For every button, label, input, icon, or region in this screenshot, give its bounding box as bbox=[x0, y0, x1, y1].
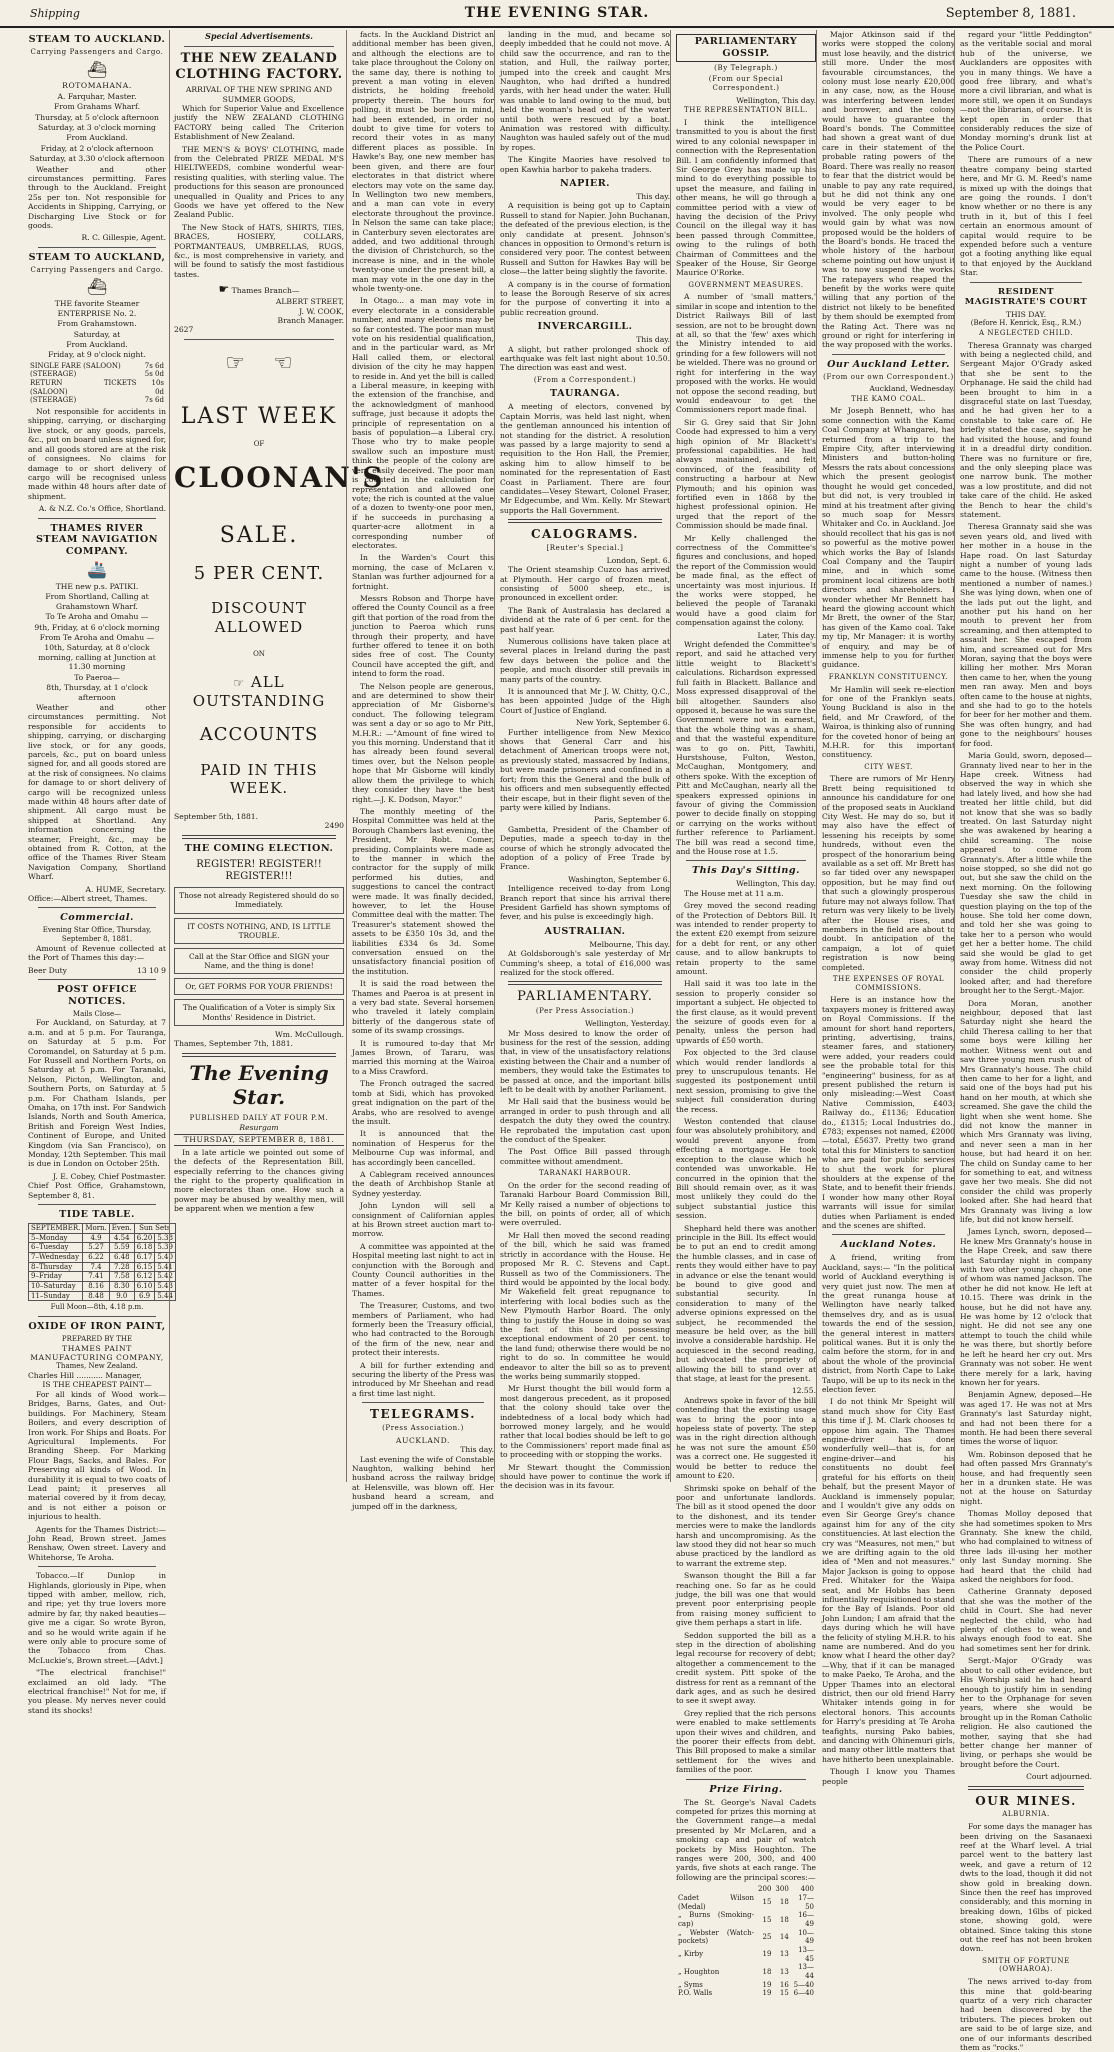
divider bbox=[832, 1234, 945, 1235]
paragraph: I do not think Mr Speight will stand much show for City East this time if J. M. Clark chooses to oppose him again. The Thames engine-driver has done wonderfully well—that is, for an engine-driver—and his constituents no doubt feel grateful for his efforts on their behalf, but the present Mayor of Auckland is immensely popular, and I wouldn't give any odds on even Sir George Grey's chance against him for any of the city constituencies. At last election the cry was "Measures, not men," but we are drifting again to the old idea of "Men and not measures." Major Jackson is going to oppose Fred. Whitaker for the Waipa seat, and Mr Hobbs has been influentially requisitioned to stand for the Bay of Islands. Poor old John Lundon; I am afraid that the days during which he will have the felicity of styling M.H.R. to his name are numbered. And do you know what I heard the other day? —Why, that if it can be managed to make Paeko, Te Aroha, and the Upper Thames into an electoral district, then our old friend Harry Whitaker intends going in for electoral honors. This accounts for Harry's presiding at Te Aroha teafights, nursing Pako babies, and dancing with Ohinemuri girls, and many other little matters that have hitherto been unexplainable. bbox=[822, 1397, 955, 1764]
paragraph: A slight, but rather prolonged shock of earthquake was felt last night about 10.50. The direction was east and west. bbox=[500, 344, 670, 373]
paragraph: Sergt.-Major O'Grady was about to call other evidence, but His Worship said he had heard enough to justify him in sending her to the Orphanage for seven years, where she would be brought up in the Roman Catholic religion. He also cautioned the mother, saying that she had better change her manner of living, or perhaps she would be brought before the Court. bbox=[960, 1656, 1092, 1769]
dateline: This day. bbox=[460, 1445, 494, 1455]
divider bbox=[38, 1566, 156, 1567]
paragraph: Andrews spoke in favor of the bill contending that the existing usage was to bring the poor into a hopeless state of poverty. The step was in the right direction although he was not sure the amount £50 was a correct one. He suggested it would be better to reduce the amount to £20. bbox=[676, 1395, 816, 1481]
paragraph: For all kinds of Wood work—Bridges, Barns, Gates, and Out-buildings. For Machinery, Steam Boilers, and every description of Iron work. For Ships and Boats. For Agricultural Implements. For Branding Sheep. For Marking Flour Bags, Sacks, and Bales. For Preserving all kinds of Wood. In durability it is equal to two coats of Lead paint; it preserves all material covered by it from decay, and is not either a poison or injurious to health. bbox=[28, 1389, 167, 1522]
section-subtitle: THIS DAY. bbox=[1005, 309, 1046, 319]
notice-box: IT COSTS NOTHING, AND, IS LITTLE TROUBLE. bbox=[174, 918, 344, 944]
section-subtitle: (From our Special Correspondent.) bbox=[708, 75, 784, 93]
ad-title: THE NEW ZEALAND CLOTHING FACTORY. bbox=[175, 50, 343, 83]
table-row: „ Webster (Watch-pockets) 25 14 10—49 bbox=[678, 1928, 814, 1946]
section-subtitle: (Before H. Kenrick, Esq., R.M.) bbox=[970, 319, 1082, 328]
table-row: „ Houghton 18 13 13—44 bbox=[678, 1963, 814, 1980]
sub-heading: SMITH OF FORTUNE (OWHAROA). bbox=[982, 1956, 1070, 1974]
ad-subtitle: Carrying Passengers and Cargo. bbox=[30, 47, 164, 56]
section-title: Commercial. bbox=[60, 912, 134, 924]
divider bbox=[508, 981, 662, 985]
ad-note: Weather and other circumstances permitting. Not responsible for accidents to shipping, carrying, or discharging live stock, or for any goods, parcels, &c., put on board unless signed for, and all goods stored are at the risk of consignees. No claims for damage to or short delivery of cargo will be recognized unless made within 48 hours after date of shipment. All cargo must be shipped at Shortland. Any information concerning the steamer, Freight, &c., may be obtained from R. Cotton, at the office of the Thames River Steam Navigation Company, Shortland Wharf. bbox=[28, 702, 166, 882]
paragraph: The New Stock of HATS, SHIRTS, TIES, BRACES, HOSIERY, COLLARS, PORTMANTEAUS, UMBRELLAS, RUGS, &c., is most comprehensive in variety, and will be found to satisfy the most fastidious tastes. bbox=[174, 222, 344, 279]
paragraph: A company is in the course of formation to lease the Borough Reserve of six acres for the purpose of converting it into a public recreation ground. bbox=[500, 279, 670, 317]
fare-row: (STEERAGE) 5s 0d bbox=[30, 370, 164, 379]
sailing-time: Saturday, at 3 o'clock morning bbox=[38, 123, 156, 133]
section-title: OUR MINES. bbox=[975, 1793, 1077, 1808]
paragraph: The Orient steamship Cuzco has arrived at Plymouth. Her cargo of frozen meat, consisting of 5000 sheep, etc., is pronounced in excellent order. bbox=[500, 565, 670, 603]
paragraph: "The electrical franchise!" exclaimed an old lady. "The electrical franchise!" Not for me, if you please. My nerves never could stand its shocks! bbox=[28, 1668, 166, 1715]
sale-date: September 5th, 1881. bbox=[174, 811, 259, 821]
route-heading: From Shortland, Calling at Grahamstown Wharf. bbox=[45, 592, 149, 611]
ship-name: ROTOMAHANA. bbox=[62, 81, 132, 91]
divider bbox=[686, 1779, 806, 1780]
paragraph: A number of 'small matters,' similar in scope and intention to the District Railways Bill of last session, are not to be brought down at all, so that the 'few' axes which the Ministry intended to aid grinding for a few followers will not be wielded. There was no ground or right for interfering in the way proposed with the works. He would not oppose the second reading, but would endeavour to get the Commissioners report made final. bbox=[676, 292, 816, 415]
paragraph: Hall said it was too late in the session to properly consider so important a subject. He objected to the first clause, as it would prevent the seizure of goods even for a penalty, unless the person had upwards of £50 worth. bbox=[676, 979, 816, 1045]
paragraph: Major Atkinson said if the works were stopped the colony must lose heavily, and the district still more. Under the most favourable circumstances, the colony must lose nearly £20,000 in any case, now, as the House was interfering between lender and borrower, and the colony would have to guarantee the Board's bonds. The Committee had shown a great want of due care in their statement of the probable rating powers of the Board. There was really no reason to fear that the district would be unable to pay any rate required, but he did not think any one would be very eager to be involved. The only people who would gain by what was now proposed would be the holders of the Board's bonds. He traced the whole history of the harbour scheme pointing out how unjust it was to now suspend the works. The ratepayers who reaped the benefit by the works were quite willing that any portion of the district not likely to be benefited by them should be exempted from the Rating Act. There was no ground or right for interfering in the way proposed with the works. bbox=[822, 30, 955, 350]
divider bbox=[362, 1402, 484, 1403]
paragraph: The Bank of Australasia has declared a dividend at the rate of 6 per cent. for the past half year. bbox=[500, 605, 670, 634]
paragraph: It is said the road between the Thames and Paeroa is at present in a very bad state. Several horsemen who traveled it lately complain bitterly of the dangerous state of some of its swamp crossings. bbox=[352, 979, 494, 1036]
issue-date: THURSDAY, SEPTEMBER 8, 1881. bbox=[174, 1134, 344, 1145]
masthead-section: Shipping bbox=[30, 7, 80, 20]
divider bbox=[182, 835, 336, 839]
divider bbox=[970, 282, 1082, 283]
section-title: NAPIER. bbox=[559, 178, 611, 190]
sale-word: SALE. bbox=[219, 522, 299, 548]
ad-number: 2627 bbox=[174, 325, 194, 335]
paragraph: The Treasurer, Customs, and two members of Parliament, who had formerly been the Treasury official, who had contracted to the Borough of the firm of the new, near and protect their interests. bbox=[352, 1301, 494, 1358]
pointing-hand-icon: ☞ ☜ bbox=[225, 350, 293, 376]
section-subtitle: (Press Association.) bbox=[382, 1424, 464, 1433]
paragraph: There are rumors of Mr Henry Brett being requisitioned to announce his candidature for one of the proposed seats in Auckland City West. He may do so, but it may also have the effect of lessening his receipts by some hundreds, without even the prospect of the honorarium being available as a set off. Mr Brett has so far tided over any newspaper opposition, but he may find out that such a glowingly prosperous future may not always follow. That return was very likely to be lively after the House rises, and members in the field are about to doubt. In anticipation of the campaign, a lot of quiet registration is now being completed. bbox=[822, 774, 955, 972]
sailing-time: 8th, Thursday, at 1 o'clock afternoon bbox=[46, 683, 148, 702]
section-title: AUSTRALIAN. bbox=[544, 925, 626, 937]
table-header: SEPTEMBER. Morn. Even. Sun Sets bbox=[29, 1223, 176, 1233]
dateline: Thames, September 7th, 1881. bbox=[174, 1039, 293, 1049]
ad-title: THE COMING ELECTION. bbox=[184, 842, 334, 854]
sub-heading: A NEGLECTED CHILD. bbox=[978, 328, 1074, 337]
section-subtitle: Mails Close— bbox=[72, 1009, 122, 1018]
tide-note: Full Moon—8th, 4.18 p.m. bbox=[50, 1303, 144, 1312]
dateline: New York, September 6. bbox=[576, 718, 670, 728]
section-subtitle: (From a Correspondent.) bbox=[533, 375, 637, 384]
divider bbox=[38, 1316, 156, 1317]
sale-of: OF bbox=[253, 440, 265, 449]
fare-row: RETURN TICKETS (SALOON) 10s 0d bbox=[30, 379, 164, 396]
table-row: Cadet Wilson (Medal) 15 18 17—50 bbox=[678, 1893, 814, 1911]
paragraph: Theresa Grannaty said she was seven years old, and lived with her mother in a house in the Hape road. On last Saturday night a number of young lads came to the house. (Witness then mentioned a number of names.) She was lying down, when one of the lads put out the light, and another put his hand on her mouth to prevent her from screaming, and then attempted to assault her. She escaped from him, and screamed out for Mrs Moran, saying that the boys were killing her mother. Mrs Moran then came to her, when the young men ran away. Men and boys often came to the house at nights, and she had to go to the hotels for beer for her mother and them. She was often hungry, and had gone to the neighbours' houses for food. bbox=[960, 522, 1092, 748]
sale-on: ON bbox=[253, 650, 265, 659]
paragraph: The House met at 11 a.m. bbox=[684, 888, 784, 898]
paragraph: A requisition is being got up to Captain Russell to stand for Napier. John Buchanan, the defeated of the previous election, is the only candidate at present. Johnson's chances in opposition to Ormond's return is considered very poor. The contest between Russell and Sutton for Hawkes Bay will be close—the latter being slightly the favorite. bbox=[500, 201, 670, 277]
paddle-steamer-icon: 🚢 bbox=[87, 560, 107, 580]
register-line: REGISTER! REGISTER!! REGISTER!!! bbox=[196, 858, 322, 882]
route-heading: From Auckland. bbox=[66, 339, 128, 349]
paragraph: Last evening the wife of Constable Naughton, walking behind her husband across the railway bridge at Helensville, was blown off. Her husband heard a scream, and jumped off in the darkness, bbox=[352, 1454, 494, 1511]
table-row: 5–Monday 4.9 4.54 6.20 5.38 bbox=[29, 1233, 176, 1243]
masthead-date: September 8, 1881. bbox=[945, 6, 1076, 21]
table-header: 200 300 400 bbox=[758, 1885, 814, 1894]
column-local-news bbox=[346, 30, 494, 1511]
paragraph: Benjamin Agnew, deposed—He was aged 17. He was not at Mrs Grannaty's last Saturday night, and had not been there for a month. He had been there several times the worse of liquor. bbox=[960, 1390, 1092, 1447]
paragraph: THE MEN'S & BOYS' CLOTHING, made from the Celebrated PRIZE MEDAL M'S HIELTWEEDS, combine wonderful wear-resisting qualities, with sterling value. The productions for this season are pronounced unequalled in Quality and Prices to any Goods we have yet offered to the New Zealand Public. bbox=[174, 144, 344, 220]
sailing-time: Saturday, at 3.30 o'clock afternoon bbox=[29, 154, 165, 164]
paragraph: Grey moved the second reading of the Protection of Debtors Bill. It was intended to render property to the extent £20 exempt from seizure for a debt for rent, or any other cause, and to allow bankrupts to retain property to the same amount. bbox=[676, 901, 816, 976]
ship-master: A. Farquhar, Master. bbox=[57, 91, 137, 101]
paragraph: John Lyndon will sell a consignment of Californian apples at his Brown street auction mart to-morrow. bbox=[352, 1201, 494, 1239]
paragraph: The Kingite Maories have resolved to open Kawhia harbor to pakeha traders. bbox=[500, 155, 670, 174]
column-shipping bbox=[28, 30, 173, 1715]
section-title: PARLIAMENTARY GOSSIP. bbox=[676, 34, 816, 62]
section-title: RESIDENT MAGISTRATE'S COURT bbox=[964, 286, 1088, 308]
paragraph: I think the intelligence transmitted to you is about the first wired to any colonial newspaper in connection with the Representation Bill. I am confidently informed that Sir George Grey has made up his mind to do everything possible to upset the measure, and failing in other means, he will go through a committee period with a view of having the decision of the Privy Council on the illegal way it has been passed through Committee, owing to the rulings of both Chairman of Committees and the Speaker of the House, Sir George Maurice O'Rorke. bbox=[676, 117, 816, 278]
section-title: Prize Firing. bbox=[709, 1783, 783, 1795]
paragraph: The St. George's Naval Cadets competed for prizes this morning at the Government range—a medal presented by Mr McLaren, and a smoking cap and pair of watch pockets by Miss Houghton. The ranges were 200, 300, and 400 yards, five shots at each range. The following are the principal scores:— bbox=[676, 1797, 816, 1882]
paragraph: Mr Hamlin will seek re-election for one of the Franklyn seats. Young Buckland is also in the field, and Mr Crawford, of the Wairoa, is thinking also of running for the coveted honor of being an M.H.R. for this important constituency. bbox=[822, 684, 955, 760]
dateline: Melbourne, This day. bbox=[589, 939, 670, 949]
paragraph: Mr Kelly challenged the correctness of the Committee's figures and conclusions, and hoped the report of the Commission would be made final, as the effect of uncertainty was most injurious. If the works were stopped, he believed the people of Taranaki would have a good claim for compensation against the colony. bbox=[676, 533, 816, 628]
table-row: 10–Saturday 8.16 8.30 6.10 5.43 bbox=[29, 1282, 176, 1292]
sale-name: CLOONAN'S bbox=[174, 460, 385, 494]
table-row: P.O. Walls 19 15 6—40 bbox=[678, 1989, 814, 1998]
route-heading: From Grahamstown. bbox=[57, 319, 137, 329]
paragraph: Grey replied that the rich persons were enabled to make settlements upon their wives and children, and the poorer their effects from debt. This Bill proposed to make a similar settlement for the wives and families of the poor. bbox=[676, 1708, 816, 1775]
paragraph: In a late article we pointed out some of the defects of the Representation Bill, especially referring to the chances giving the right to the property qualification in more electorates than one. How such a power may be abused by wealthy men, will be apparent when we mention a few bbox=[174, 1147, 344, 1214]
paragraph: Though I know you Thames people bbox=[822, 1767, 955, 1786]
court-adjourned: Court adjourned. bbox=[1026, 1772, 1092, 1782]
dateline: Auckland, Wednesday. bbox=[869, 384, 955, 394]
column-parliamentary-gossip bbox=[670, 30, 816, 1998]
ad-agent: R. C. Gillespie, Agent. bbox=[81, 233, 166, 243]
dateline: Wellington, This day. bbox=[736, 879, 816, 889]
table-row: „ Kirby 19 13 13—45 bbox=[678, 1945, 814, 1963]
route-heading: From Grahams Wharf. bbox=[53, 102, 141, 112]
nameplate-sub: PUBLISHED DAILY AT FOUR P.M. bbox=[189, 1114, 329, 1123]
sailing-time: Friday, at 2 o'clock afternoon bbox=[40, 143, 154, 153]
section-title: CALOGRAMS. bbox=[531, 527, 639, 542]
section-subtitle: (By Telegraph.) bbox=[714, 63, 778, 72]
sale-accounts: ACCOUNTS bbox=[199, 724, 319, 746]
paragraph: Mr Joseph Bennett, who has some connection with the Kamo Coal Company at Whangarei, has returned from a trip to the Empire City, after interviewing Ministers and button-holing Messrs the rats about concessions which the present geologist thought he would get conceded, but did not, is very troubled in mind at his treatment after giving so much soap for Messrs Whitaker and Co. in Auckland. Joe should recollect that his gas is not so powerful as the motive power which works the Bay of Islands Coal Company and the Taupiri mine, and in which some prominent local citizens are both directors and shareholders. I wonder whether Mr Bennett has heard the glowing account which Mr Brett, the owner of the Star, has given of the Kamo coal. Take my tip, Mr Manager: it is worthy of enquiry, and may be of immense help to you for further guidance. bbox=[822, 406, 955, 670]
ad-title: THAMES RIVER STEAM NAVIGATION COMPANY. bbox=[35, 522, 159, 558]
company-name: THAMES PAINT MANUFACTURING COMPANY, bbox=[30, 1343, 164, 1362]
paragraph: A Cablegram received announces the death of Archbishop Stanle at Sydney yesterday. bbox=[352, 1169, 494, 1198]
paragraph: Agents for the Thames District:— John Read, Brown street. James Renshaw, Owen street. Lavery and Whitehorse, Te Aroha. bbox=[28, 1524, 166, 1562]
paragraph: regard your "little Peddington" as the veritable social and moral hub of the universe, we Aucklanders are opposites with you in many things. We have a good free library, and what's more a civil librarian, and what is more still, we open it on Sundays—not the librarian, of course. It is kept open in order that considerably reduces the size of Monday morning's drunk list at the Police Court. bbox=[960, 30, 1092, 152]
section-title: Auckland Notes. bbox=[840, 1239, 937, 1251]
paragraph: The monthly meeting of the Hospital Committee was held at the Borough Chambers last evening, the President, Mr Robt. Comer, presiding. Complaints were made as to the manner in which the contractor for the supply of milk performed his duties, and suggestions to cancel the contract were made. It was finally decided, however, to let the House Committee deal with the matter. The Treasurer's statement showed the assets to be £350 10s 3d, and the liabilities £334 6s 3d. Some conversation ensued on the unsatisfactory financial position of the institution. bbox=[352, 806, 494, 976]
ad-headline: ARRIVAL OF THE NEW SPRING AND SUMMER GOODS, bbox=[185, 85, 333, 104]
divider bbox=[182, 1053, 336, 1057]
section-subtitle: (From our own Correspondent.) bbox=[823, 372, 954, 381]
paragraph: In Otago... a man may vote in every electorate in a considerable number, and many elections may be so far contested. The poor man must vote on his residential qualification, and in the particular ward, as Mr Hall called them, or electoral division of the city he may happen to reside in. And yet the bill is called a Liberal measure, in keeping with the extension of the franchise, and the acknowledgment of manhood suffrage, just because it adopts the principle of representation on a basis of population—a Liberal cry. Those who try to make people swallow such an imposture must think the people of the colony are very easily deceived. The poor man is counted in the calculation for representation and allowed one vote; the rich is counted at the value of a dozen to twenty-one poor men, if he succeeds in purchasing a quarter-acre allotment in a corresponding number of electorates. bbox=[352, 296, 494, 550]
column-court-mines bbox=[954, 30, 1092, 2052]
ad-title: OXIDE OF IRON PAINT, bbox=[28, 1321, 166, 1333]
table-row: „ Burns (Smoking-cap) 15 18 16—49 bbox=[678, 1911, 814, 1928]
sailing-time: 9th, Friday, at 6 o'clock morning bbox=[34, 622, 160, 632]
signature: J. E. Cobey, Chief Postmaster. bbox=[52, 1171, 166, 1181]
signature: Wm. McCullough. bbox=[274, 1029, 344, 1039]
ad-note: Weather and other circumstances permitting. Fares through to the Auckland. Freight 25s per ton. Not responsible for Accidents in Shipping, Carrying, or Discharging Live Stock or for goods. bbox=[28, 164, 166, 231]
section-title: INVERCARGILL. bbox=[537, 321, 633, 333]
paragraph: Tobacco.—If Dunlop in Highlands, gloriously in Pipe, when tipped with amber, mellow, rich, and ripe; yet thy true lovers more admire by far, thy naked beauties—give me a cigar. So wrote Byron, and so he would write again if he were only able to procure some of the Tobacco from Chas. McLuckie's, Brown street.—[Advt.] bbox=[28, 1571, 166, 1665]
section-title: TAURANGA. bbox=[549, 388, 621, 400]
branch-manager-title: Branch Manager. bbox=[277, 315, 344, 325]
column-advertisements bbox=[169, 30, 385, 1482]
tide-table bbox=[28, 1223, 176, 1301]
steamship-icon: ⛴ bbox=[86, 277, 108, 297]
paragraph: Thomas Molloy deposed that she had sometimes spoken to Mrs Grannaty. She knew the child, who had complained to witness of three lads ill-using her mother only last Sunday morning. She had heard that the child had asked the neighbors for food. bbox=[960, 1509, 1092, 1585]
paragraph: Swanson thought the Bill a far reaching one. So far as he could judge, the bill was one that would prevent poor enterprising people from raising money sufficient to give them perhaps a start in life. bbox=[676, 1571, 816, 1628]
sale-discount: DISCOUNT ALLOWED bbox=[211, 599, 307, 636]
sub-heading: FRANKLYN CONSTITUENCY. bbox=[828, 672, 949, 681]
paragraph: Mr Hall said that the business would be arranged in order to push through and all despatch the duty they owed the country. He reprobated the imputation cast upon the conduct of the Speaker. bbox=[500, 1097, 670, 1144]
paragraph: Sir G. Grey said that Sir John Coode had expressed to him a very high opinion of Mr Blackett's professional capabilities. He had always maintained, and felt convinced, of the feasibility of constructing a harbour at New Plymouth; and his opinion was fortified even in 1868 by the highest professional opinion. He urged that the report of the Commission should be made final. bbox=[676, 417, 816, 531]
dateline: Washington, September 6. bbox=[568, 874, 670, 884]
dateline: Wellington, This day. bbox=[736, 95, 816, 105]
paragraph: facts. In the Auckland District an additional member has been given, and although the elections are to take place throughout the Colony on the same day, there is nothing to prevent a man voting in eleven districts, he holding freehold property therein. The hours for polling, it must be borne in mind, had been extended, in order no doubt to give time for voters to record their votes in as many different places as possible. In Hawke's Bay, one new member has been given, and there are four electorates in that district where electors may vote on the same day. In Wellington two new members, and a man can vote in every electorate throughout the province. In Nelson the same can take place; in Canterbury seven electorates are added, and two additional through the division of Christchurch, so the increase is nine, and in the whole twenty-one under the present bill, a man may vote in the one day in the whole twenty-one. bbox=[352, 30, 494, 293]
route-heading: From Auckland. bbox=[66, 133, 128, 143]
paragraph: Numerous collisions have taken place at several places in Ireland during the past few days between the police and the people, and much disorder still prevails in many parts of the country. bbox=[500, 637, 670, 684]
divider bbox=[38, 1204, 156, 1205]
section-subtitle: (Per Press Association.) bbox=[535, 1007, 635, 1016]
company-manager: Charles Hill ........... Manager, bbox=[28, 1371, 142, 1381]
paragraph: Gambetta, President of the Chamber of Deputies, made a speech to-day in the course of which he strongly advocated the adoption of a policy of Free Trade by France. bbox=[500, 824, 670, 872]
nameplate-motto: Resurgam bbox=[239, 1122, 279, 1132]
prize-table bbox=[676, 1885, 816, 1998]
paragraph: Mr Moss desired to know the order of business for the rest of the session, adding that, in view of the unsatisfactory relations existing between the Chair and a number of members, they would take the Estimates to be passed at once, and the important bills left to be dealt with by another Parliament. bbox=[500, 1028, 670, 1094]
sub-heading: GOVERNMENT MEASURES. bbox=[688, 280, 804, 289]
divider bbox=[38, 979, 156, 980]
sailing-time: Saturday, at bbox=[73, 329, 121, 339]
dateline: AUCKLAND. bbox=[395, 1435, 451, 1445]
dateline: Later, This day. bbox=[757, 630, 816, 640]
ship-name: THE favorite Steamer ENTERPRISE No. 2. bbox=[54, 299, 140, 318]
ad-office: Office:—Albert street, Thames. bbox=[28, 894, 148, 904]
notice-box: Or, GET FORMS FOR YOUR FRIENDS! bbox=[174, 978, 344, 995]
sale-paid: PAID IN THIS WEEK. bbox=[200, 760, 318, 798]
sailing-time: Friday, at 9 o'clock night. bbox=[48, 350, 146, 360]
divider bbox=[968, 1786, 1084, 1790]
section-header: Special Advertisements. bbox=[205, 31, 313, 41]
paragraph: Further intelligence from New Mexico shows that General Carr and his detachment of American troops were not, as previously stated, massacred by Indians, but were made prisoners and confined in a fort; from this the General and the bulk of his officers and men subsequently effected their escape, but in their flight seven of the party were killed by Indians. bbox=[500, 727, 670, 812]
pointing-hand-icon: ☞ bbox=[233, 676, 246, 691]
ad-claim: IS THE CHEAPEST PAINT— bbox=[42, 1380, 152, 1390]
ad-title: STEAM TO AUCKLAND. bbox=[28, 34, 166, 45]
dateline: Chief Post Office, Grahamstown, September 8, 81. bbox=[28, 1181, 166, 1200]
paragraph: At Goldsborough's sale yesterday of Mr Cumming's sheep, a total of £16,000 was realized for the stock offered. bbox=[500, 949, 670, 977]
ad-number: 2490 bbox=[324, 821, 344, 831]
divider bbox=[508, 519, 662, 523]
paragraph: A meeting of electors, convened by Captain Morris, was held last night, when the gentleman announced his intention of not standing for the district. A resolution was passed by a large majority to send a requisition to the Hon Hall, the Premier, asking him to allow himself to be nominated for the representation of East Coast in Parliament. There are four candidates—Vesey Stewart, Colonel Fraser, Mr Edgecumbe, and Wm. Kelly. Mr Stewart supports the Hall Government. bbox=[500, 402, 670, 515]
section-title: Our Auckland Letter. bbox=[827, 358, 950, 370]
paragraph: For Auckland, on Saturday, at 7 a.m. and at 5 p.m. For Tauranga, on Saturday at 5 p.m. For Coromandel, on Saturday at 5 p.m. For Russell and Northern Ports, on Saturday at 5 p.m. For Taranaki, Nelson, Picton, Wellington, and Southern Ports, on Saturday at 5 p.m. For Chatham Islands, per Omaha, on 17th inst. For Sandwich Islands, North and South America, British and Foreign West Indies, Continent of Europe, and United Kingdom (via San Francisco), on Monday, 12th September. This mail is due in London on October 25th. bbox=[28, 1018, 166, 1169]
revenue-line: Beer Duty 13 10 9 bbox=[28, 965, 166, 975]
ad-agent: A. & N.Z. Co.'s Office, Shortland. bbox=[38, 504, 166, 514]
branch-line: ☛ Thames Branch— bbox=[218, 282, 300, 297]
masthead bbox=[0, 0, 1114, 28]
table-row: 7–Wednesday 6.22 6.48 6.17 5.40 bbox=[29, 1252, 176, 1262]
section-subtitle: Evening Star Office, Thursday, September 8, 1881. bbox=[42, 926, 152, 944]
paragraph: Wright defended the Committee's report, and said he attached very little weight to Blackett's calculations. Richardson expressed full faith in Blackett. Ballance and Moss expressed disapproval of the bill altogether. Saunders also opposed it, because he was sure the Government were not in earnest, that the whole thing was a sham, and that the wasteful expenditure was to go on. Pitt, Tawhiti, Hurstshouse, Fulton, Weston, McCaughan, Montgomery, and others spoke. With the exception of Pitt and McCaughan, nearly all the speakers expressed opinions in favour of giving the Commission power to decide finally on stopping or carrying on the works without further reference to Parliament. The bill was read a second time, and the House rose at 1.5. bbox=[676, 640, 816, 857]
newspaper-columns bbox=[28, 30, 1092, 2052]
paragraph: Which for Superior Value and Excellence justify the NEW ZEALAND CLOTHING FACTORY being called The Criterion Establishment of New Zealand. bbox=[174, 103, 344, 142]
paragraph: Mr Hall then moved the second reading of the bill, which he said was framed strictly in accordance with the House. He proposed Mr R. C. Stevens and Capt. Russell as two of the Commissioners. The third would be appointed by the local body. Mr Wakefield felt great repugnance to interfering with local bodies such as the New Plymouth Harbor Board. The only thing to justify the House in doing so was the fact of this board possessing exceptional endowment of 20 per cent. to the land fund; otherwise there would be no right to do so. In committee he would endeavor to alter the bill so as to prevent the works being summarily stopped. bbox=[500, 1230, 670, 1381]
section-title: POST OFFICE NOTICES. bbox=[57, 983, 137, 1007]
paragraph: A committee was appointed at the Hospital meeting last night to act in conjunction with the Borough and County Council authorities in the matter of a fever hospital for the Thames. bbox=[352, 1241, 494, 1298]
section-title: This Day's Sitting. bbox=[692, 865, 800, 877]
section-subtitle: [Reuter's Special.] bbox=[546, 544, 624, 553]
paragraph: Here is an instance how the taxpayers money is frittered away on Royal Commissions. If the amount for short hand reporters, printing, advertising, trains, steamer fares, and stationery were added, your readers could see the probable total for this "engineering" business, for as at present published the return is only misleading:—West Coast Native Commission, £403; Railway do., £1136; Education do., £1315; Local Industries do., £783; expenses not named, £2000—total, £5637. Pretty two grand total this for Ministers to sanction who are paid for public services to shut the work for plural shoulders at the expense of the State, and to benefit their friends. I wonder how many other Royal warrants will issue for similar duties when Parliament is ended and the scenes are shifted. bbox=[822, 995, 955, 1231]
branch-manager: J. W. COOK, bbox=[299, 306, 344, 316]
route-heading: To Te Aroha and Omahu — bbox=[45, 612, 149, 622]
dateline: This day. bbox=[636, 335, 670, 345]
sub-heading: ALBURNIA. bbox=[1002, 1810, 1050, 1819]
divider bbox=[38, 907, 156, 908]
divider bbox=[38, 247, 156, 248]
table-row: 8–Thursday 7.4 7.28 6.15 5.41 bbox=[29, 1262, 176, 1272]
paragraph: Intelligence received to-day from Long Branch report that since his arrival there President Garfield has shown symptoms of fever, and his pulse is exceedingly high. bbox=[500, 884, 670, 922]
ad-title: STEAM TO AUCKLAND, bbox=[28, 251, 166, 263]
column-auckland-letter bbox=[816, 30, 955, 1786]
paragraph: A bill for further extending and securing the liberty of the Press was introduced by Mr Sheehan and read a first time last night. bbox=[352, 1360, 494, 1398]
paragraph: Wm. Robinson deposed that he had often passed Mrs Grannaty's house, and had frequently seen her in a drunken state. He was not at the house on Saturday night. bbox=[960, 1449, 1092, 1506]
table-row: 6–Tuesday 5.27 5.59 6.18 5.39 bbox=[29, 1243, 176, 1253]
paragraph: In the Warden's Court this morning, the case of McLaren v. Stanlan was further adjourned for a fortnight. bbox=[352, 553, 494, 591]
sub-heading: CITY WEST. bbox=[864, 762, 913, 771]
paragraph: Seddon supported the bill as a step in the direction of abolishing legal recourse for recovery of debt; altogether a commencement to the credit system. Pitt spoke of the distress for rent as a remnant of the dark ages, and as such he desired to see it swept away. bbox=[676, 1630, 816, 1706]
paragraph: It is announced that Mr J. W. Chitty, Q.C., has been appointed Judge of the High Court of Justice of England. bbox=[500, 687, 670, 715]
steamship-icon: ⛴ bbox=[86, 59, 108, 79]
dateline: Wellington, Yesterday. bbox=[584, 1019, 670, 1029]
sub-heading: TARANAKI HARBOUR. bbox=[538, 1169, 632, 1178]
paragraph: There are rumours of a new theatre company being started here, and Mr G. M. Reed's name is mixed up with the doings that are going the rounds. I don't know whether or no there is any truth in it, but of this I feel certain an enormous amount of capital would require to be expended before such a venture got a footing anything like equal to that enjoyed by the Auckland Star. bbox=[960, 155, 1092, 278]
notice-box: The Qualification of a Voter is simply Six Months' Residence in District. bbox=[174, 999, 344, 1025]
dateline: London, Sept. 6. bbox=[606, 555, 670, 565]
paragraph: The Fronch outraged the sacred tomb at Sidi, which has provoked great indignation on the part of the Arabs, who are resolved to avenge the insult. bbox=[352, 1079, 494, 1126]
divider bbox=[832, 354, 945, 355]
paragraph: Shephard held there was another principle in the Bill. Its effect would be to put an end to credit among the humble classes, and in case of rents they would either have to pay in advance or else the tenant would be bound to give good and substantial security. In consideration to many of the adverse opinions expressed on the subject, he recommended the measure be held over, as the bill involve a considerable hardship. He acquiesced in the second reading, but advocated the propriety of allowing the bill to stand over at that stage, at least for the present. bbox=[676, 1223, 816, 1384]
paragraph: Amount of Revenue collected at the Port of Thames this day:— bbox=[28, 943, 166, 963]
paragraph: For some days the manager has been driving on the Sasanaexi reef at the Wharf level. A trial parcel went to the battery last week, and gave a return of 12 dwts to the load, though it did not show gold in breaking down. Since then the reef has improved considerably, and this morning in breaking down, 16lbs of picked stone, showing gold, were obtained. Since taking this stone out the reef has not been broken down. bbox=[960, 1822, 1092, 1954]
branch-street: ALBERT STREET, bbox=[275, 297, 344, 307]
section-title: TELEGRAMS. bbox=[370, 1407, 476, 1422]
table-row: 9–Friday 7.41 7.58 6.12 5.42 bbox=[29, 1272, 176, 1282]
ad-subtitle: PREPARED BY THE bbox=[61, 1334, 133, 1343]
paragraph: Shrimski spoke on behalf of the poor and unfortunate landlords. The bill as it stood opened the door to the dishonest, and its tender mercies were to make the landlords harsh and uncompromising. As the law stood they did not hear so much abuse practiced by the landlord as to warrant the extreme step. bbox=[676, 1483, 816, 1568]
section-title: PARLIAMENTARY. bbox=[517, 989, 653, 1005]
sailing-time: Thursday, at 5 o'clock afternoon bbox=[35, 112, 159, 122]
paragraph: On the order for the second reading of Taranaki Harbour Board Commission Bill, Mr Kelly raised a number of objections to the bill, on points of order, all of which were overruled. bbox=[500, 1180, 670, 1228]
paragraph: landing in the mud, and became so deeply imbedded that he could not move. A child saw the occurrence, and ran to the station, and Hull, the railway porter, jumped into the creek and caught Mrs Naughton, who had drifted a hundred yards, with her head under the water. Hull was unable to land owing to the mud, but held the woman's head out of the water until both were rescued by a boat. Animation was restored with difficulty. Naughton was hauled safely out of the mud by ropes. bbox=[500, 30, 670, 152]
notice-box: Call at the Star Office and SIGN your Name, and the thing is done! bbox=[174, 948, 344, 974]
paragraph: Maria Gould, sworn, deposed—Grannaty lived near to her in the Hape creek. Witness had observed the way in which she had lately lived, and how she had treated her little child, but did not know that she was so badly treated. On last Saturday night she was awakened by hearing a child screaming. The noise appeared to come from Grannaty's. After a little while the noise stopped, so she did not go out, but she saw the child on the next morning. On the following Tuesday she saw the child in question playing on the top of the house. She told her come down, and told her she was going to take her to a person who would get her a better home. The child said she would be glad to get away from home. Witness did not consider the child properly looked after, and had therefore brought her to the Sergt.-Major. bbox=[960, 751, 1092, 996]
fare-row: (STEERAGE) 7s 6d bbox=[30, 396, 164, 405]
fare-row: SINGLE FARE (SALOON) 7s 6d bbox=[30, 361, 164, 370]
paragraph: A friend, writing from Auckland, says:— "In the political world of Auckland everything is very quiet just now. The men at the great runanga house at Wellington have nearly talked themselves dry, and as is usual towards the end of the session, the general interest in matters political wanes. But it is only the calm before the storm, for in and about the whole of the provincial district, from North Cape to Lake Taupo, will be up to its neck in the election fever. bbox=[822, 1253, 955, 1395]
divider bbox=[38, 518, 156, 519]
timestamp: 12.55. bbox=[791, 1386, 816, 1396]
sub-heading: THE REPRESENTATION BILL. bbox=[684, 106, 808, 115]
ad-agent: A. HUME, Secretary. bbox=[85, 884, 166, 894]
divider bbox=[686, 860, 806, 861]
notice-box: Those not already Registered should do so Immediately. bbox=[174, 887, 344, 913]
paragraph: It is announced that the nomination of Hesperus for the Melbourne Cup was informal, and has accordingly been cancelled. bbox=[352, 1129, 494, 1167]
paragraph: The Post Office Bill passed through committee without amendment. bbox=[500, 1147, 670, 1166]
paragraph: Catherine Grannaty deposed that she was the mother of the child in Court. She had never neglected the child, who had plenty of clothes to wear, and always enough food to eat. She had sometimes sent her for drink. bbox=[960, 1587, 1092, 1653]
table-row: 11–Sunday 8.48 9.0 6.9 5.44 bbox=[29, 1291, 176, 1301]
paragraph: Fox objected to the 3rd clause which would render landlords a prey to unscrupulous tenants. He suggested its postponement until next session, promising to give the subject full consideration during the recess. bbox=[676, 1048, 816, 1114]
table-row: „ Syms 19 16 5—40 bbox=[678, 1980, 814, 1989]
route-heading: From Te Aroha and Omahu — bbox=[39, 633, 155, 643]
divider bbox=[184, 339, 334, 340]
route-heading: To Paeroa— bbox=[74, 672, 120, 682]
paragraph: Mr Stewart thought the Commission should have power to continue the work if the decision was in its favour. bbox=[500, 1462, 670, 1491]
paragraph: Theresa Grannaty was charged with being a neglected child, and Sergeant Major O'Grady asked that she be sent to the Orphanage. He said the child had been brought to him in a disgraceful state on last Tuesday, and he had given her to a constable to take care of. He briefly stated the case, saying he had visited the house, and found it in a dreadful dirty condition. There was no furniture or fire, and the only sleeping place was one narrow bunk. The mother was a low prostitute, and did not take care of the child. He asked the Bench to hear the child's statement. bbox=[960, 340, 1092, 519]
ad-subtitle: Carrying Passengers and Cargo. bbox=[30, 265, 164, 274]
fares-table bbox=[28, 362, 166, 405]
sailing-time: 10th, Saturday, at 8 o'clock morning, calling at Junction at 11.30 morning bbox=[38, 643, 156, 672]
pointing-hand-icon: ☛ bbox=[218, 282, 230, 297]
sub-heading: THE EXPENSES OF ROYAL COMMISSIONS. bbox=[832, 974, 945, 992]
divider bbox=[184, 46, 334, 47]
paragraph: Dora Moran, another neighbour, deposed that last Saturday night she heard the child Theresa calling to her that some boys were killing her mother. Witness went out and saw three young men rush out of Mrs Grannaty's house. The child then came to her for a light, and said one of the boys had put his hand on her mouth, at which she screamed. She gave the child the light when she went home. She did not know the manner in which Mrs Grannaty was living, and never seen a man in her house, but had heard it on her. The child on Sunday came to her for something to eat, and witness gave her two meals. She did not consider the child was properly looked after. She had heard that Mrs Grannaty was living a low life, but did not know herself. bbox=[960, 998, 1092, 1224]
sub-heading: THE KAMO COAL. bbox=[851, 394, 926, 403]
paragraph: The news arrived to-day from this mine that gold-bearing quartz of a very rich character had been discovered by the tributers. The pieces broken out are said to be of large size, and one of our informants described them as "rocks." bbox=[960, 1977, 1092, 2052]
sale-outstanding: ☞ ALL OUTSTANDING bbox=[192, 673, 326, 710]
section-title: TIDE TABLE. bbox=[59, 1209, 135, 1221]
company-place: Thames, New Zealand. bbox=[56, 1362, 138, 1371]
paragraph: James Lynch, sworn, deposed—He knew Mrs Grannaty's house in the Hape Creek, and saw there last Saturday night in company with two other young chaps, one of whom was named Jackson. The other he did not know. He left at 10.15. There was drink in the house, but he did not have any. He was home by 12 o'clock that night. He did not see any one attempt to touch the child while he was there, but shortly before he left he heard her cry out. Mrs Grannaty was not sober. He went there merely for a lark, having known her for years. bbox=[960, 1227, 1092, 1387]
column-telegrams bbox=[494, 30, 670, 1491]
masthead-title: THE EVENING STAR. bbox=[464, 5, 650, 21]
sale-headline: LAST WEEK bbox=[180, 404, 338, 430]
ship-name: THE new p.s. PATIKI. bbox=[55, 582, 139, 592]
paragraph: It is rumoured to-day that Mr James Brown, of Tararu, was married this morning at the Wairoa to a Miss Crawford. bbox=[352, 1038, 494, 1076]
paragraph: Weston contended that clause four was absolutely prohibitory, and would prevent anyone from effecting a mortgage. He took exception to the clause which he contended was unworkable. He concurred in the opinion that the Bill should remain over, as it was most unlikely they could do the subject substantial justice this session. bbox=[676, 1117, 816, 1221]
dateline: This day. bbox=[636, 191, 670, 201]
sale-percent: 5 PER CENT. bbox=[193, 562, 325, 584]
dateline: Paris, September 6. bbox=[593, 815, 670, 825]
paragraph: Messrs Robson and Thorpe have offered the County Council as a free gift that portion of the road from the junction to Paeroa which runs through their property, and have further offered to tenee it on both sides free of cost. The County Council have accepted the gift, and intend to form the road. bbox=[352, 593, 494, 679]
ad-note: Not responsible for accidents in shipping, carrying, or discharging live stock, or any goods, parcels, &c., put on board unless signed for, and all goods stored are at the risk of consignees. No claims for damage to or short delivery of cargo will be recognised unless made within 48 hours after date of shipment. bbox=[28, 407, 166, 501]
paragraph: The Nelson people are generous, and are determined to show their appreciation of Mr Gisborne's conduct. The following telegram was sent a day or so ago to Mr Pitt, M.H.R.: —"Amount of fine wired to you this morning. Understand that it has already been found several times over, but the Nelson people hope that Mr Gisborne will kindly allow them the privilege to which they consider they have the best right.—J. K. Dodson, Mayor." bbox=[352, 681, 494, 804]
newspaper-nameplate: The Evening Star. bbox=[189, 1060, 329, 1110]
paragraph: Mr Hurst thought the bill would form a most dangerous precedent, as it proposed that the colony should take over the indebtedness of a local body which had borrowed money largely, and he would rather that local bodies should be left to go to the Commissioners' report made final as to proceeding with or stopping the works. bbox=[500, 1384, 670, 1460]
